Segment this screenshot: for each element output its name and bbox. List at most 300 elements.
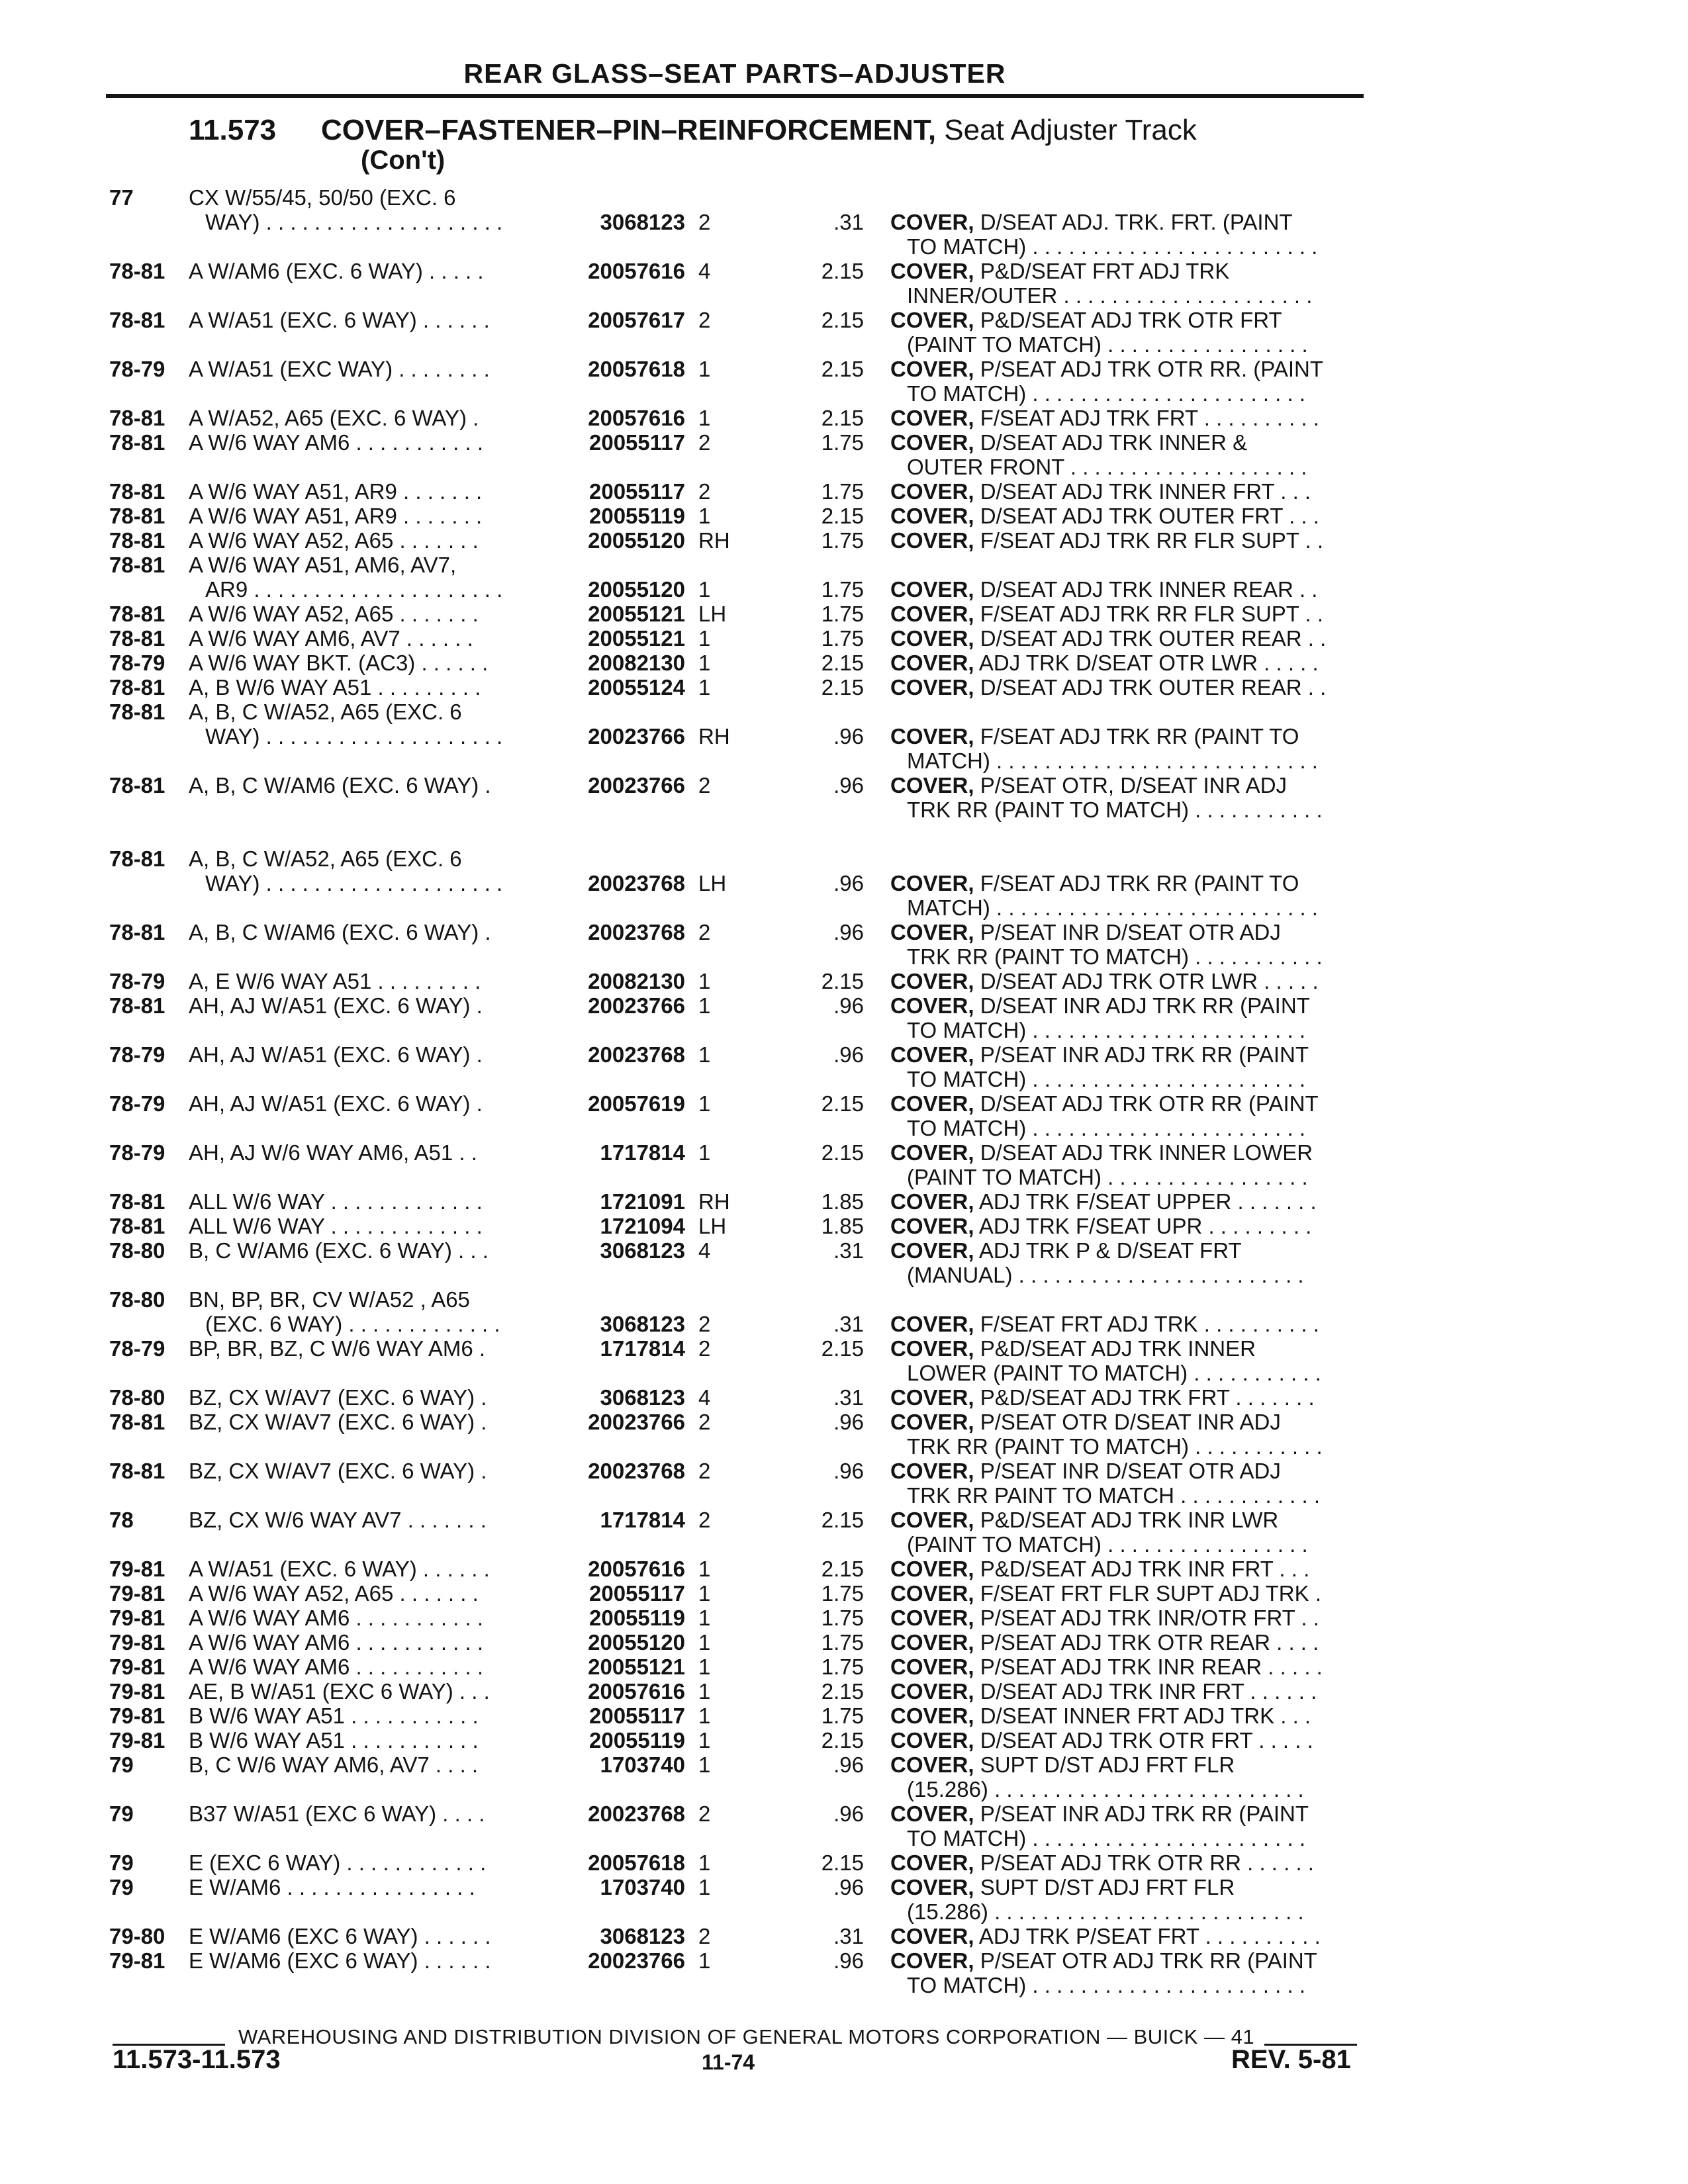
description [907,234,1380,259]
quantity: 1 [698,626,711,651]
description-text: LOWER (PAINT TO MATCH) . . . . . . . . . . . [907,1361,1321,1385]
description [890,1679,1380,1704]
application: A W/6 WAY A52, A65 . . . . . . . [189,602,479,626]
quantity: 2 [698,1459,711,1483]
model-year: 78-80 [109,1385,165,1410]
description-text: TRK RR (PAINT TO MATCH) . . . . . . . . . . . [907,944,1323,969]
description-head: COVER, [890,1924,974,1948]
description-text: MATCH) . . . . . . . . . . . . . . . . . . . . . . . . . . . [907,749,1318,773]
application: A, B, C W/A52, A65 (EXC. 6 [189,700,462,724]
price: 2.15 [821,1557,864,1581]
application: E W/AM6 (EXC 6 WAY) . . . . . . [189,1924,491,1948]
description-head: COVER, [890,1655,974,1679]
description-head: COVER, [890,308,974,332]
quantity: 2 [698,1508,711,1532]
price: 1.85 [821,1214,864,1238]
application: B37 W/A51 (EXC 6 WAY) . . . . [189,1801,485,1826]
price: 2.15 [821,1508,864,1532]
description-head: COVER, [890,1557,974,1581]
description-head: COVER, [890,651,974,675]
description-text: F/SEAT ADJ TRK RR FLR SUPT . . [980,602,1324,626]
description [890,430,1380,455]
application: AE, B W/A51 (EXC 6 WAY) . . . [189,1679,490,1704]
description [890,1385,1380,1410]
application: A W/6 WAY AM6, AV7 . . . . . . [189,626,473,651]
application: WAY) . . . . . . . . . . . . . . . . . . . . [205,724,503,749]
application: A, B, C W/AM6 (EXC. 6 WAY) . [189,920,491,944]
description-head: COVER, [890,1042,974,1067]
application: BP, BR, BZ, C W/6 WAY AM6 . [189,1336,486,1361]
application: A W/6 WAY A52, A65 . . . . . . . [189,1581,479,1606]
part-number: 1703740 [600,1875,685,1899]
application: AR9 . . . . . . . . . . . . . . . . . . . . . [205,577,503,602]
model-year: 77 [109,185,134,210]
description-text: (PAINT TO MATCH) . . . . . . . . . . . . . . . . . [907,1532,1308,1557]
description-text: D/SEAT INNER FRT ADJ TRK . . . [980,1704,1311,1728]
description [907,1532,1380,1557]
description-head: COVER, [890,626,974,651]
application: A, E W/6 WAY A51 . . . . . . . . . [189,969,481,993]
quantity: 2 [698,920,711,944]
description [907,1067,1380,1091]
description [890,577,1380,602]
model-year: 79-81 [109,1581,165,1606]
description-text: ADJ TRK F/SEAT UPPER . . . . . . . [978,1189,1317,1214]
price: 2.15 [821,406,864,430]
description-head: COVER, [890,602,974,626]
application: WAY) . . . . . . . . . . . . . . . . . . . . [205,210,503,234]
description [890,1557,1380,1581]
part-number: 20057616 [588,406,685,430]
part-number: 20023766 [588,993,685,1018]
quantity: 1 [698,357,711,381]
description-head: COVER, [890,773,974,797]
model-year: 78-81 [109,553,165,577]
model-year: 79-81 [109,1948,165,1973]
quantity: 4 [698,1238,711,1263]
description [890,1091,1380,1116]
description-text: P&D/SEAT ADJ TRK INNER [980,1336,1256,1361]
description [890,969,1380,993]
quantity: 1 [698,675,711,700]
description-text: D/SEAT ADJ TRK INR FRT . . . . . . [980,1679,1317,1704]
description-text: ADJ TRK P/SEAT FRT . . . . . . . . . . [978,1924,1321,1948]
description [890,1728,1380,1752]
description-text: F/SEAT ADJ TRK RR FLR SUPT . . [980,528,1324,553]
description-text: P/SEAT OTR D/SEAT INR ADJ [980,1410,1281,1434]
footer-division: WAREHOUSING AND DISTRIBUTION DIVISION OF GENERAL MOTORS CORPORATION — BUICK — 41 [238,2025,1255,2048]
page-title: REAR GLASS–SEAT PARTS–ADJUSTER [463,58,1006,89]
model-year: 78-79 [109,651,165,675]
description-head: COVER, [890,1704,974,1728]
section-heading [189,114,1197,147]
model-year: 78-81 [109,308,165,332]
model-year: 79-81 [109,1679,165,1704]
price: .96 [833,1801,864,1826]
model-year: 78-81 [109,993,165,1018]
description-text: TO MATCH) . . . . . . . . . . . . . . . . . . . . . . . [907,1067,1306,1091]
application: A W/6 WAY AM6 . . . . . . . . . . . [189,1606,484,1630]
description-head: COVER, [890,675,974,700]
description-text: P/SEAT OTR ADJ TRK RR (PAINT [980,1948,1317,1973]
price: 2.15 [821,308,864,332]
part-number: 1717814 [600,1336,685,1361]
application: BZ, CX W/6 WAY AV7 . . . . . . . [189,1508,487,1532]
description [890,1924,1380,1948]
part-number: 20023766 [588,1410,685,1434]
model-year: 79-81 [109,1557,165,1581]
model-year: 78-81 [109,1189,165,1214]
model-year: 78-81 [109,626,165,651]
description [890,1042,1380,1067]
part-number: 20023768 [588,920,685,944]
description-head: COVER, [890,1459,974,1483]
description-head: COVER, [890,871,974,895]
model-year: 79-81 [109,1606,165,1630]
description-text: (PAINT TO MATCH) . . . . . . . . . . . . . . . . . [907,1165,1308,1189]
price: 1.75 [821,1581,864,1606]
price: .96 [833,871,864,895]
description-head: COVER, [890,1140,974,1165]
application: BZ, CX W/AV7 (EXC. 6 WAY) . [189,1410,487,1434]
description-head: COVER, [890,528,974,553]
price: 1.75 [821,626,864,651]
description-text: P/SEAT ADJ TRK OTR RR . . . . . . [980,1850,1314,1875]
application: A W/AM6 (EXC. 6 WAY) . . . . . [189,259,484,283]
description-head: COVER, [890,1410,974,1434]
description [890,1850,1380,1875]
part-number: 20055119 [588,504,685,528]
quantity: 4 [698,259,711,283]
description [890,871,1380,895]
description-text: P&D/SEAT ADJ TRK INR FRT . . . [980,1557,1310,1581]
description [890,993,1380,1018]
price: .96 [833,1875,864,1899]
description [890,1312,1380,1336]
price: 2.15 [821,1679,864,1704]
description [907,1899,1380,1924]
price: 1.75 [821,577,864,602]
application: A W/6 WAY A51, AR9 . . . . . . . [189,504,483,528]
part-number: 1721091 [600,1189,685,1214]
description [907,895,1380,920]
price: 1.75 [821,1704,864,1728]
price: 1.75 [821,1606,864,1630]
part-number: 20055120 [588,1630,685,1655]
description-text: D/SEAT ADJ TRK OUTER REAR . . [980,626,1327,651]
part-number: 20055121 [588,1655,685,1679]
model-year: 78-79 [109,1042,165,1067]
quantity: 2 [698,1336,711,1361]
description-text: F/SEAT ADJ TRK RR (PAINT TO [980,724,1299,749]
description-text: D/SEAT ADJ TRK OTR FRT . . . . . [980,1728,1313,1752]
part-number: 20023768 [588,1801,685,1826]
application: B, C W/AM6 (EXC. 6 WAY) . . . [189,1238,489,1263]
description [907,1826,1380,1850]
description-text: P&D/SEAT ADJ TRK OTR FRT [980,308,1282,332]
application: A, B W/6 WAY A51 . . . . . . . . . [189,675,481,700]
description-head: COVER, [890,1189,974,1214]
quantity: 2 [698,773,711,797]
price: .31 [833,1924,864,1948]
model-year: 79-81 [109,1704,165,1728]
description-head: COVER, [890,1850,974,1875]
model-year: 78-81 [109,430,165,455]
price: 1.75 [821,602,864,626]
application: AH, AJ W/A51 (EXC. 6 WAY) . [189,1091,483,1116]
quantity: 1 [698,1655,711,1679]
continued-label: (Con't) [361,146,445,175]
part-number: 20023766 [588,1948,685,1973]
description [907,1483,1380,1508]
description-head: COVER, [890,406,974,430]
price: 2.15 [821,651,864,675]
price: .96 [833,993,864,1018]
quantity: 1 [698,993,711,1018]
description [890,773,1380,797]
description [907,797,1380,822]
description-text: D/SEAT ADJ. TRK. FRT. (PAINT [980,210,1293,234]
application: A, B, C W/A52, A65 (EXC. 6 [189,846,462,871]
price: 2.15 [821,1091,864,1116]
description [890,357,1380,381]
price: .96 [833,724,864,749]
description-text: TO MATCH) . . . . . . . . . . . . . . . . . . . . . . . [907,1973,1306,1997]
description-head: COVER, [890,969,974,993]
description-text: (15.286) . . . . . . . . . . . . . . . . . . . . . . . . . . [907,1899,1304,1924]
application: A, B, C W/AM6 (EXC. 6 WAY) . [189,773,491,797]
model-year: 78-79 [109,1336,165,1361]
description-text: D/SEAT ADJ TRK OTR RR (PAINT [980,1091,1319,1116]
price: .96 [833,773,864,797]
description-head: COVER, [890,1801,974,1826]
description [890,602,1380,626]
description [907,1973,1380,1997]
description-head: COVER, [890,993,974,1018]
part-number: 20055124 [588,675,685,700]
quantity: 2 [698,1410,711,1434]
quantity: 1 [698,1630,711,1655]
application: A W/A51 (EXC. 6 WAY) . . . . . . [189,1557,490,1581]
description [890,406,1380,430]
description-text: D/SEAT ADJ TRK INNER LOWER [980,1140,1313,1165]
application: A W/6 WAY A52, A65 . . . . . . . [189,528,479,553]
quantity: 1 [698,406,711,430]
price: .96 [833,1042,864,1067]
description-head: COVER, [890,210,974,234]
application: A W/A51 (EXC. 6 WAY) . . . . . . [189,308,490,332]
description [890,1704,1380,1728]
part-number: 20057618 [588,1850,685,1875]
description [907,1361,1380,1385]
description-text: D/SEAT INR ADJ TRK RR (PAINT [980,993,1310,1018]
description [890,1336,1380,1361]
part-number: 3068123 [600,1924,685,1948]
description-text: (PAINT TO MATCH) . . . . . . . . . . . . . . . . . [907,332,1308,357]
description-text: TO MATCH) . . . . . . . . . . . . . . . . . . . . . . . [907,1116,1306,1140]
description [890,626,1380,651]
quantity: 2 [698,308,711,332]
description-text: P/SEAT OTR, D/SEAT INR ADJ [980,773,1288,797]
application: B W/6 WAY A51 . . . . . . . . . . . [189,1728,479,1752]
description [890,1655,1380,1679]
price: 1.85 [821,1189,864,1214]
description-text: (15.286) . . . . . . . . . . . . . . . . . . . . . . . . . . [907,1777,1304,1801]
model-year: 78-81 [109,1459,165,1483]
price: 1.75 [821,479,864,504]
description [890,1801,1380,1826]
description-text: (MANUAL) . . . . . . . . . . . . . . . . . . . . . . . . [907,1263,1304,1287]
part-number: 3068123 [600,1385,685,1410]
price: 1.75 [821,1655,864,1679]
title-rule [106,94,1364,98]
price: 2.15 [821,259,864,283]
description [907,1018,1380,1042]
description [890,724,1380,749]
description-text: D/SEAT ADJ TRK INNER FRT . . . [980,479,1311,504]
description-head: COVER, [890,1606,974,1630]
part-number: 1717814 [600,1140,685,1165]
model-year: 78-81 [109,1410,165,1434]
quantity: 2 [698,1924,711,1948]
description-text: TO MATCH) . . . . . . . . . . . . . . . . . . . . . . . . [907,234,1318,259]
application: E (EXC 6 WAY) . . . . . . . . . . . . [189,1850,487,1875]
application: BZ, CX W/AV7 (EXC. 6 WAY) . [189,1459,487,1483]
application: A W/6 WAY A51, AM6, AV7, [189,553,457,577]
description-head: COVER, [890,1214,974,1238]
part-number: 20023766 [588,773,685,797]
application: ALL W/6 WAY . . . . . . . . . . . . . [189,1214,483,1238]
description-text: SUPT D/ST ADJ FRT FLR [980,1875,1235,1899]
description-text: P&D/SEAT FRT ADJ TRK [980,259,1230,283]
part-number: 20057616 [588,1679,685,1704]
quantity: 1 [698,1557,711,1581]
section-number: 11.573 [189,114,277,146]
description-head: COVER, [890,1630,974,1655]
model-year: 78-79 [109,969,165,993]
description-head: COVER, [890,430,974,455]
application: AH, AJ W/A51 (EXC. 6 WAY) . [189,1042,483,1067]
model-year: 78-81 [109,504,165,528]
description-text: P/SEAT ADJ TRK INR REAR . . . . . [980,1655,1323,1679]
quantity: 1 [698,1704,711,1728]
application: CX W/55/45, 50/50 (EXC. 6 [189,185,456,210]
description-text: P/SEAT INR ADJ TRK RR (PAINT [980,1801,1309,1826]
price: 2.15 [821,1336,864,1361]
description [890,920,1380,944]
description [907,455,1380,479]
description [907,1165,1380,1189]
quantity: 1 [698,1752,711,1777]
description-text: SUPT D/ST ADJ FRT FLR [980,1752,1235,1777]
description-head: COVER, [890,1336,974,1361]
part-number: 20055117 [588,430,685,455]
application: A W/6 WAY AM6 . . . . . . . . . . . [189,1630,484,1655]
description-text: D/SEAT ADJ TRK INNER & [980,430,1248,455]
description [890,479,1380,504]
quantity: LH [698,871,727,895]
description-head: COVER, [890,259,974,283]
quantity: RH [698,528,730,553]
part-number: 20057618 [588,357,685,381]
model-year: 78-81 [109,259,165,283]
quantity: 1 [698,1679,711,1704]
description [890,675,1380,700]
application: BN, BP, BR, CV W/A52 , A65 [189,1287,470,1312]
price: 2.15 [821,357,864,381]
description [890,1606,1380,1630]
footer-page-ref: 11-74 [702,2050,755,2074]
description-text: ADJ TRK D/SEAT OTR LWR . . . . . [978,651,1319,675]
description [907,1116,1380,1140]
description-head: COVER, [890,1948,974,1973]
description [890,1189,1380,1214]
description [907,332,1380,357]
description-text: TRK RR (PAINT TO MATCH) . . . . . . . . . . . [907,1434,1323,1459]
application: A W/A52, A65 (EXC. 6 WAY) . [189,406,479,430]
part-number: 20023768 [588,1042,685,1067]
model-year: 78-81 [109,773,165,797]
quantity: 2 [698,210,711,234]
price: 2.15 [821,1850,864,1875]
description-head: COVER, [890,1238,974,1263]
part-number: 1721094 [600,1214,685,1238]
part-number: 3068123 [600,1312,685,1336]
part-number: 20057619 [588,1091,685,1116]
section-subtitle: Seat Adjuster Track [944,114,1197,146]
application: A W/6 WAY BKT. (AC3) . . . . . . [189,651,489,675]
footer-revision: REV. 5-81 [1231,2045,1351,2074]
description-head: COVER, [890,1752,974,1777]
quantity: 2 [698,479,711,504]
description-head: COVER, [890,1875,974,1899]
part-number: 20023766 [588,724,685,749]
price: .96 [833,1948,864,1973]
model-year: 78-81 [109,406,165,430]
part-number: 20082130 [588,651,685,675]
application: AH, AJ W/6 WAY AM6, A51 . . [189,1140,477,1165]
price: .96 [833,1752,864,1777]
part-number: 20055119 [588,1728,685,1752]
application: B, C W/6 WAY AM6, AV7 . . . . [189,1752,479,1777]
application: ALL W/6 WAY . . . . . . . . . . . . . [189,1189,483,1214]
description-head: COVER, [890,1091,974,1116]
description-text: P&D/SEAT ADJ TRK FRT . . . . . . . [980,1385,1315,1410]
description [890,259,1380,283]
part-number: 20055120 [588,528,685,553]
description-text: OUTER FRONT . . . . . . . . . . . . . . . . . . . . [907,455,1307,479]
description-head: COVER, [890,1679,974,1704]
description-text: ADJ TRK P & D/SEAT FRT [978,1238,1242,1263]
part-number: 20057617 [588,308,685,332]
quantity: 1 [698,1606,711,1630]
model-year: 78-80 [109,1287,165,1312]
description-text: F/SEAT FRT ADJ TRK . . . . . . . . . . [980,1312,1319,1336]
price: 2.15 [821,969,864,993]
part-number: 20055121 [588,602,685,626]
description-text: F/SEAT ADJ TRK RR (PAINT TO [980,871,1299,895]
model-year: 78-79 [109,357,165,381]
description-text: MATCH) . . . . . . . . . . . . . . . . . . . . . . . . . . . [907,895,1318,920]
model-year: 79-81 [109,1655,165,1679]
part-number: 20055120 [588,577,685,602]
description-head: COVER, [890,1508,974,1532]
quantity: 1 [698,577,711,602]
description-text: D/SEAT ADJ TRK INNER REAR . . [980,577,1318,602]
application: A W/6 WAY AM6 . . . . . . . . . . . [189,1655,484,1679]
part-number: 20055117 [588,1704,685,1728]
application: E W/AM6 (EXC 6 WAY) . . . . . . [189,1948,491,1973]
